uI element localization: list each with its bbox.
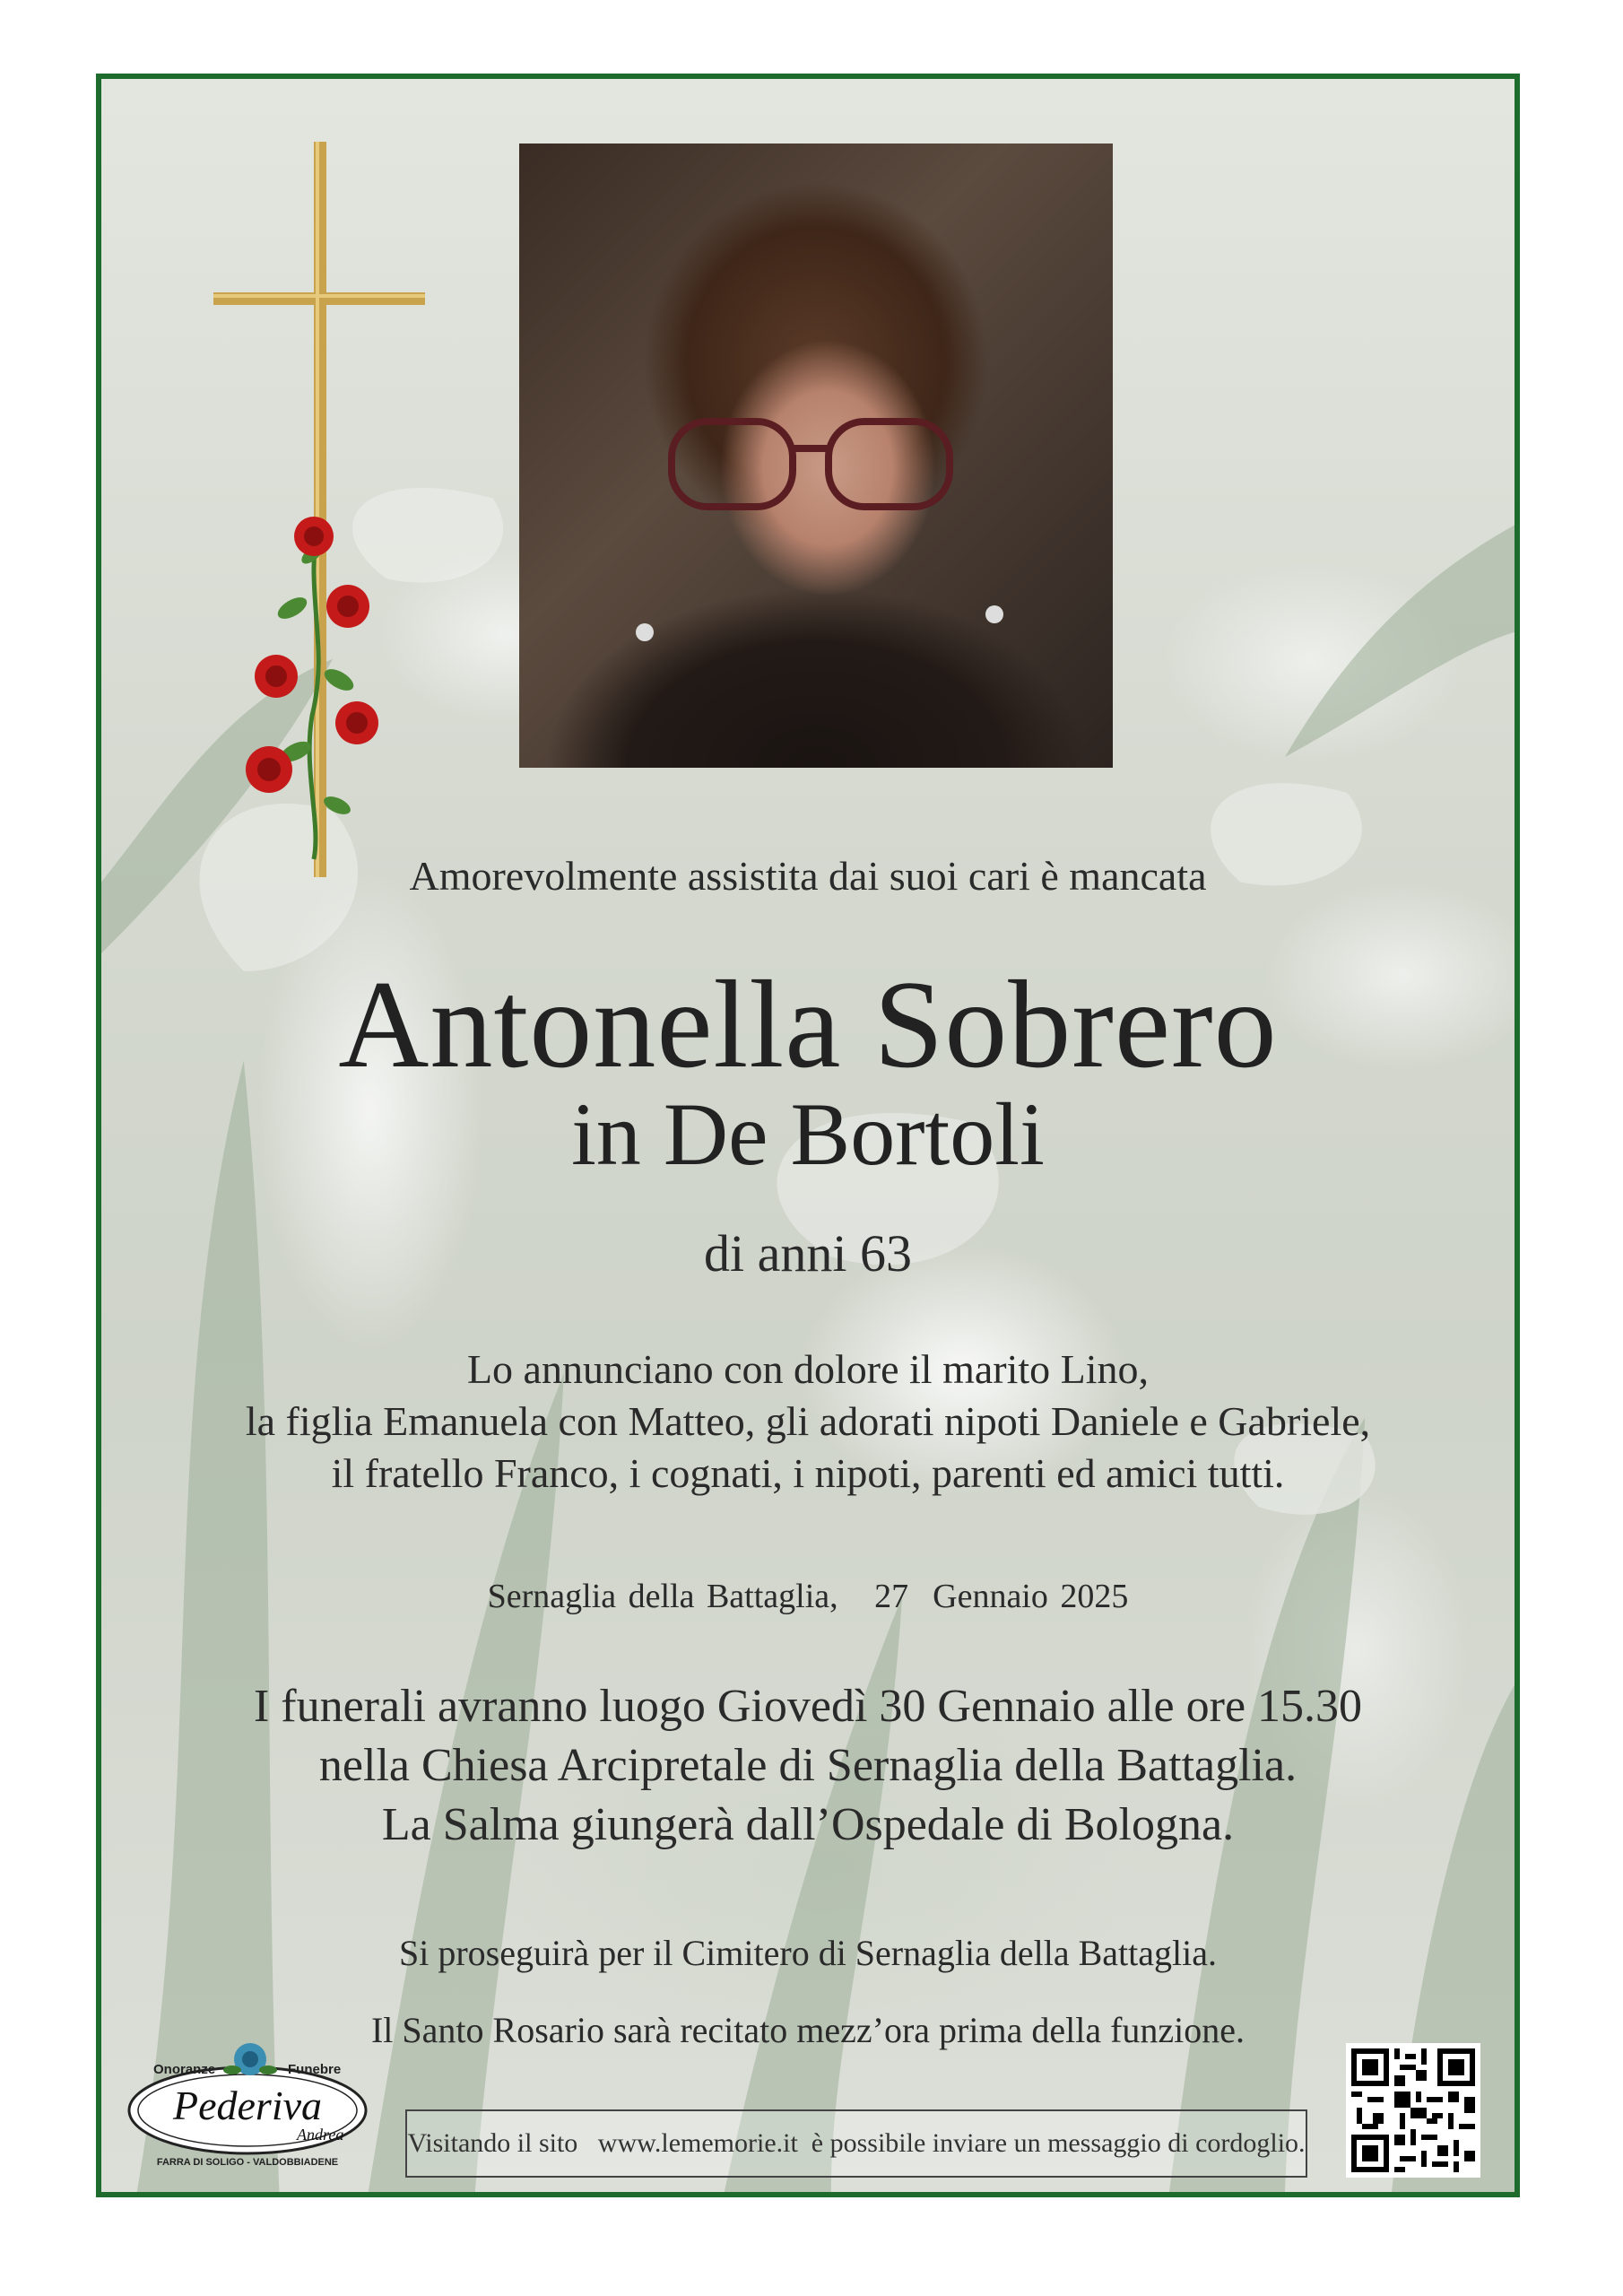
announcement-line: Lo annunciano con dolore il marito Lino, bbox=[466, 1346, 1150, 1392]
funeral-home-logo bbox=[117, 2034, 378, 2169]
rosary-text: Il Santo Rosario sarà recitato mezz’ora prima della funzione. bbox=[370, 2010, 1245, 2050]
cemetery-text: Si proseguirà per il Cimitero di Sernaglia della Battaglia. bbox=[399, 1933, 1217, 1973]
logo-script: Andrea bbox=[297, 2126, 344, 2144]
funeral-line: I funerali avranno luogo Giovedì 30 Gennaio alle ore 15.30 bbox=[253, 1681, 1363, 1732]
logo-bottom: FARRA DI SOLIGO - VALDOBBIADENE bbox=[156, 2157, 339, 2168]
announcement bbox=[101, 1344, 1515, 1500]
married-name: in De Bortoli bbox=[571, 1084, 1045, 1184]
place-date: Sernaglia della Battaglia, 27 Gennaio 2025 bbox=[487, 1578, 1129, 1615]
logo-top-left: Onoranze bbox=[153, 2062, 216, 2077]
funeral-line: La Salma giungerà dall’Ospedale di Bologna. bbox=[381, 1799, 1235, 1850]
intro-text: Amorevolmente assistita dai suoi cari è mancata bbox=[409, 853, 1207, 899]
announcement-line: il fratello Franco, i cognati, i nipoti, parenti ed amici tutti. bbox=[331, 1450, 1285, 1496]
cross-with-roses bbox=[213, 142, 438, 886]
announcement-line: la figlia Emanuela con Matteo, gli adorati nipoti Daniele e Gabriele, bbox=[245, 1398, 1371, 1444]
obituary-card bbox=[96, 74, 1520, 2197]
funeral-line: nella Chiesa Arcipretale di Sernaglia della Battaglia. bbox=[318, 1740, 1298, 1791]
logo-top-right: Funebre bbox=[288, 2062, 342, 2077]
rose-logo-icon bbox=[223, 2043, 277, 2075]
logo-brand: Pederiva bbox=[172, 2083, 323, 2128]
qr-code[interactable] bbox=[1346, 2043, 1480, 2178]
deceased-portrait bbox=[519, 144, 1113, 768]
website-notice: Visitando il sito www.lememorie.it è possibile inviare un messaggio di cordoglio. bbox=[405, 2109, 1307, 2178]
age-text: di anni 63 bbox=[704, 1224, 912, 1283]
funeral-details bbox=[101, 1677, 1515, 1855]
deceased-name: Antonella Sobrero bbox=[338, 955, 1278, 1094]
